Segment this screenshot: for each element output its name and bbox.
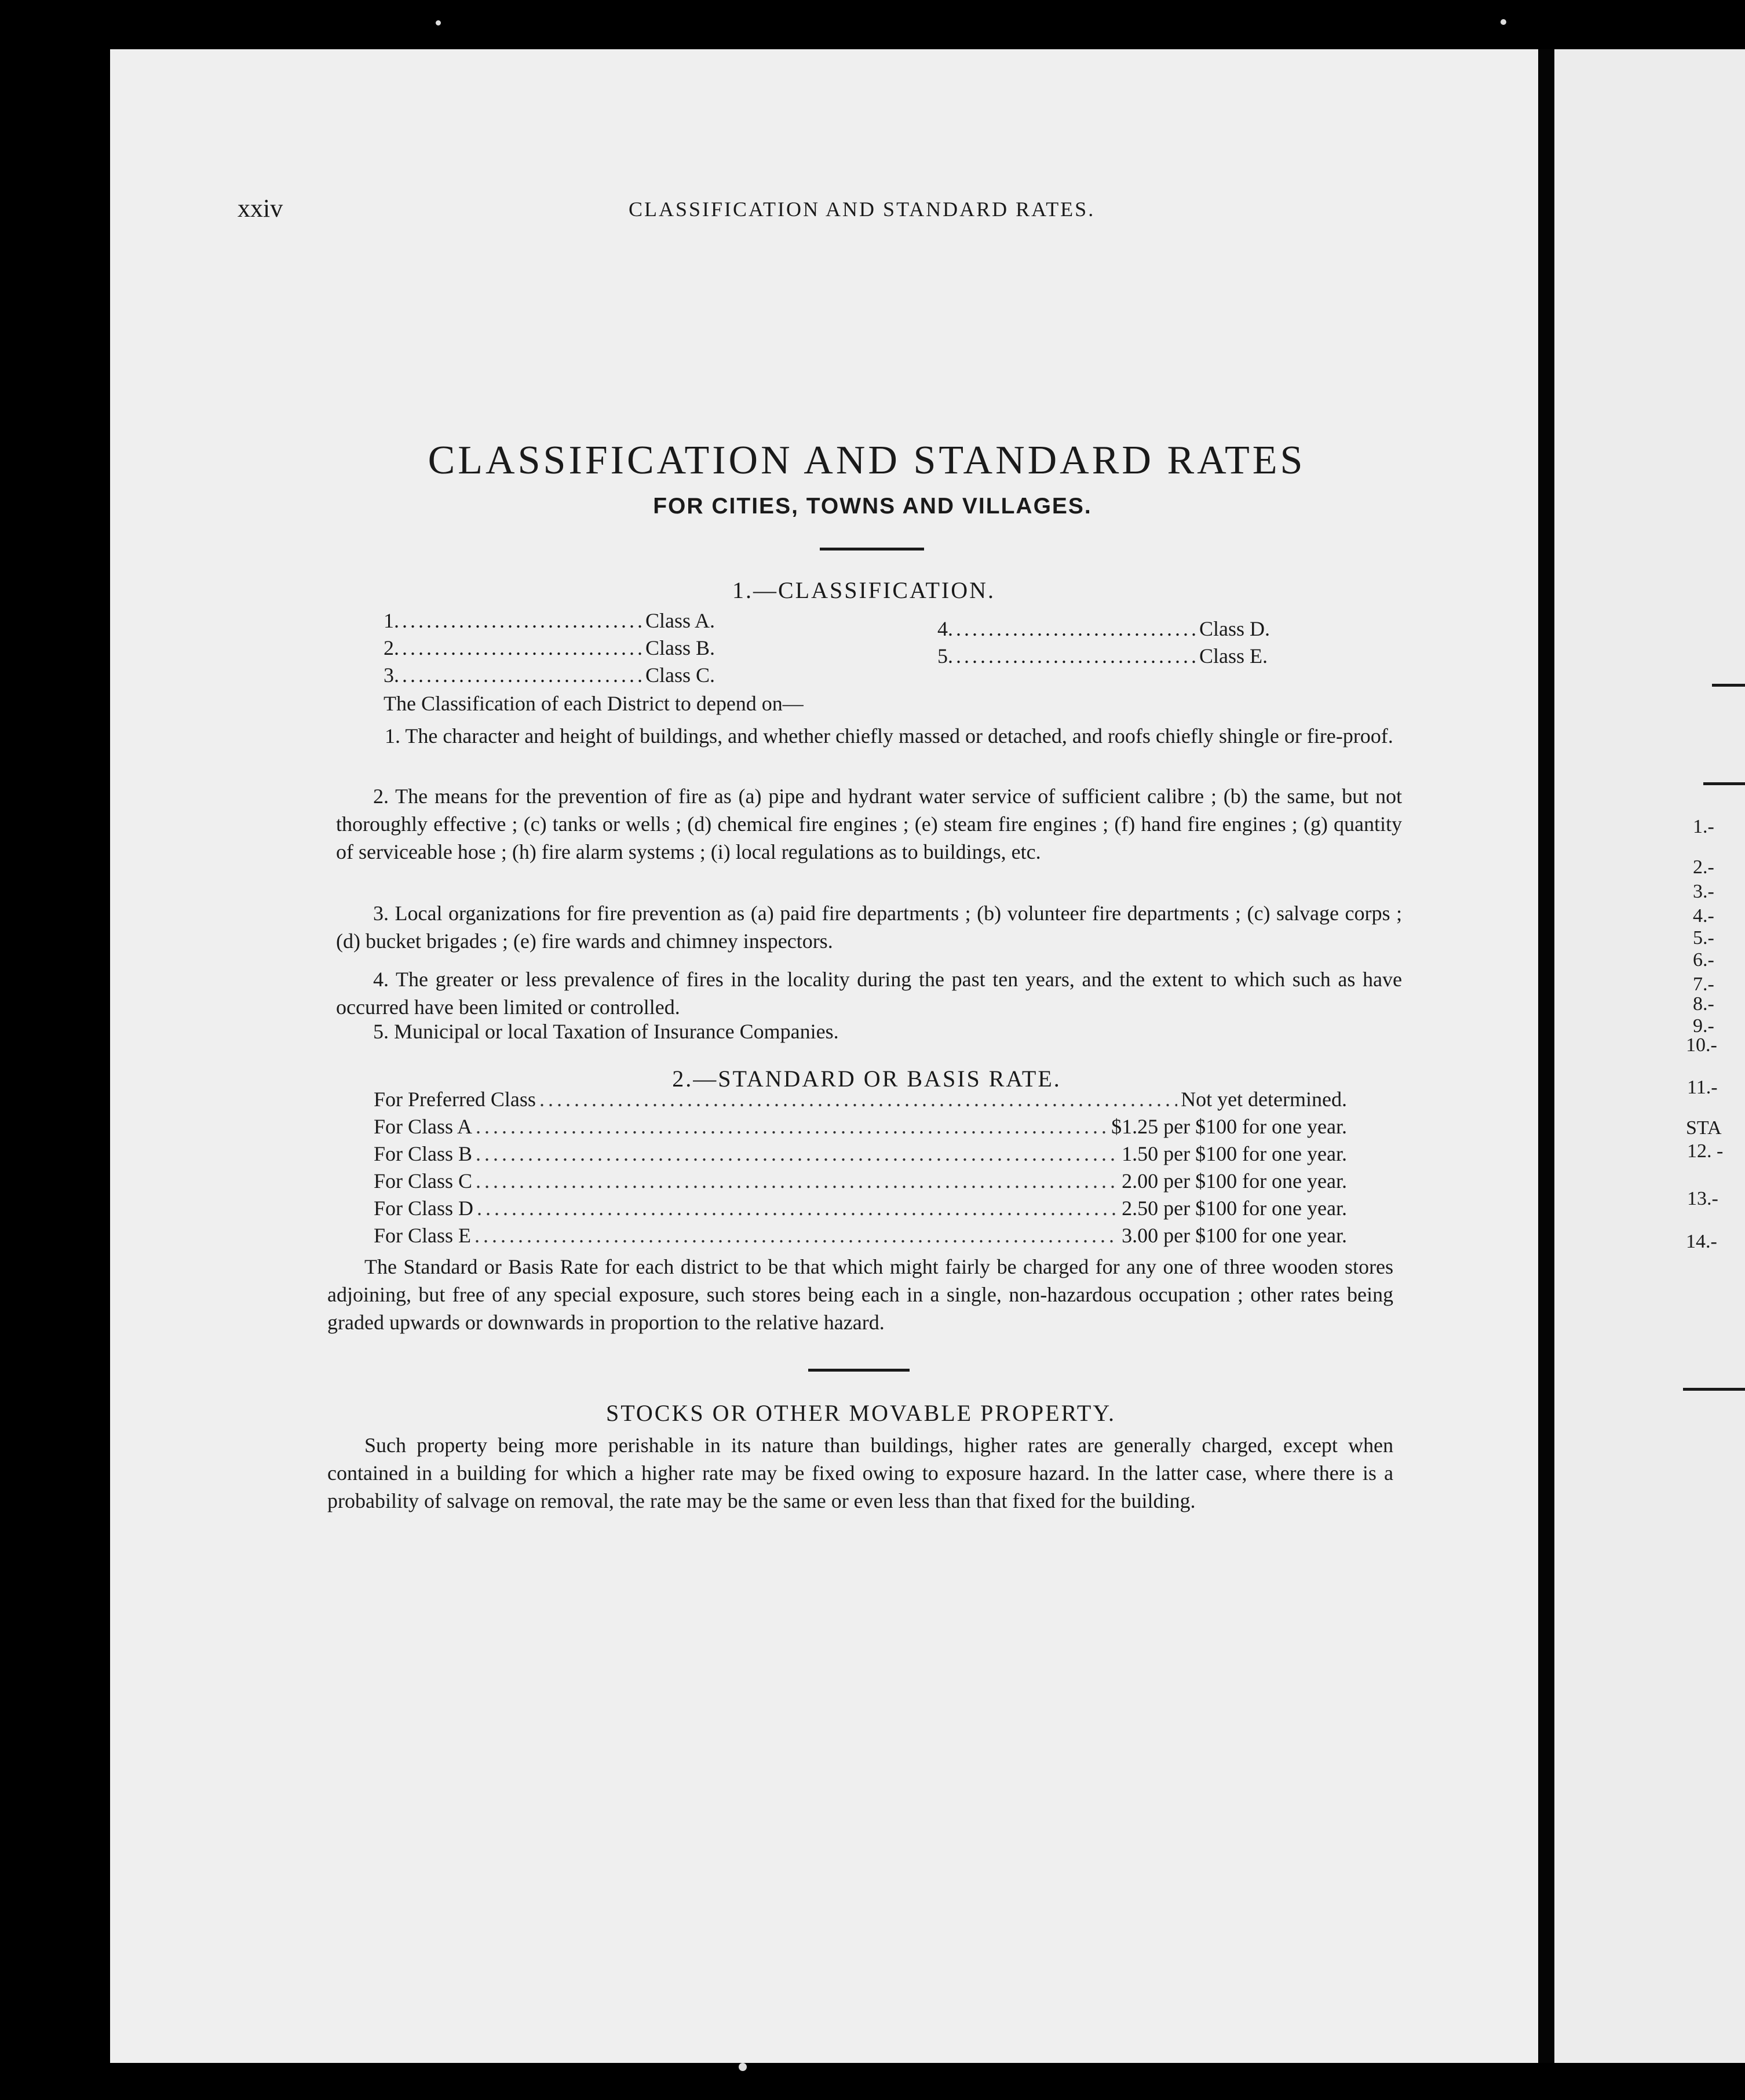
rate-label: For Class A xyxy=(374,1115,473,1138)
rate-value: 3.00 per $100 for one year. xyxy=(1122,1224,1347,1247)
right-page-rule-lower xyxy=(1683,1388,1745,1391)
page-subtitle: FOR CITIES, TOWNS AND VILLAGES. xyxy=(653,494,1092,519)
classification-item-2: 2. The means for the prevention of fire as (a) pipe and hydrant water service of sufficient calibre ; (b) the same, but not thoroughly effective ; (c) tanks or wells ; (d) chemical fire engines ; (e) steam fire engines ; (f) hand fire engines ; (g) quantity of serviceable hose ; (h) fire alarm systems ; (i) local regulations as to buildings, etc. xyxy=(336,785,1402,863)
classification-item-4: 4. The greater or less prevalence of fires in the locality during the past ten years, and the extent to which such as have occurred have been limited or controlled. xyxy=(336,968,1402,1019)
class-row-2: 2...............................Class B. xyxy=(384,636,715,659)
right-page-fragment: 7.- xyxy=(1693,974,1714,995)
class-label: Class C. xyxy=(645,663,715,687)
right-page-fragment: 6.- xyxy=(1693,949,1714,971)
classification-item-5: 5. Municipal or local Taxation of Insurance Companies. xyxy=(373,1020,839,1043)
class-label: Class E. xyxy=(1199,644,1268,668)
stocks-paragraph: Such property being more perishable in its nature than buildings, higher rates are generally charged, except when contained in a building for which a higher rate may be fixed owing to exposure hazard. In the latter case, where there is a probability of salvage on removal, the rate may be the same or even less than that fixed for the building. xyxy=(327,1434,1393,1512)
class-number: 2 xyxy=(384,636,394,659)
divider-rule-bottom xyxy=(808,1369,910,1372)
right-page-fragment: 11.- xyxy=(1687,1077,1718,1098)
book-gutter xyxy=(1538,49,1554,2063)
class-row-5: 5...............................Class E. xyxy=(937,644,1268,668)
section-stocks-heading: STOCKS OR OTHER MOVABLE PROPERTY. xyxy=(605,1400,1116,1426)
right-page-fragment: 10.- xyxy=(1686,1034,1717,1056)
page-title: CLASSIFICATION AND STANDARD RATES xyxy=(428,438,1306,483)
scan-speck xyxy=(739,2063,747,2071)
right-page-fragment: STA xyxy=(1686,1117,1722,1139)
running-header: CLASSIFICATION AND STANDARD RATES. xyxy=(629,198,1096,221)
rate-value: 2.00 per $100 for one year. xyxy=(1122,1169,1347,1193)
class-row-3: 3...............................Class C. xyxy=(384,663,715,687)
rate-value: 2.50 per $100 for one year. xyxy=(1122,1197,1347,1220)
rate-label: For Class D xyxy=(374,1197,474,1220)
section-classification-heading: 1.—CLASSIFICATION. xyxy=(732,577,996,603)
class-label: Class B. xyxy=(645,636,715,659)
divider-rule-top xyxy=(820,548,924,550)
right-page-fragment: 14.- xyxy=(1686,1231,1717,1252)
rate-row-class-d xyxy=(374,1196,1347,1220)
rate-row-class-b xyxy=(374,1142,1347,1166)
class-number: 3 xyxy=(384,663,394,687)
rate-label: For Class E xyxy=(374,1224,472,1247)
rate-label: For Class B xyxy=(374,1142,473,1165)
rate-label: For Class C xyxy=(374,1169,473,1193)
standard-rate-note: The Standard or Basis Rate for each district to be that which might fairly be charged for any one of three wooden stores adjoining, but free of any special exposure, such stores being each in a single, non-hazardous occupation ; other rates being graded upwards or downwards in proportion to the relative hazard. xyxy=(327,1255,1393,1334)
class-number: 1 xyxy=(384,609,394,632)
rate-value: Not yet determined. xyxy=(1181,1088,1347,1111)
section-standard-rate-heading: 2.—STANDARD OR BASIS RATE. xyxy=(672,1066,1061,1092)
class-label: Class A. xyxy=(645,609,715,632)
rate-row-class-c xyxy=(374,1169,1347,1193)
class-label: Class D. xyxy=(1199,617,1271,640)
scan-speck xyxy=(1501,19,1506,25)
right-page-fragment: 5.- xyxy=(1693,927,1714,949)
page-number: xxiv xyxy=(238,194,283,223)
class-number: 4 xyxy=(937,617,948,640)
right-page-fragment: 13.- xyxy=(1687,1188,1718,1209)
right-page-fragment: 8.- xyxy=(1693,993,1714,1015)
rate-row-preferred xyxy=(374,1087,1347,1111)
right-page-fragment: 3.- xyxy=(1693,881,1714,902)
right-page-rule-upper xyxy=(1712,684,1745,687)
classification-item-3: 3. Local organizations for fire prevention as (a) paid fire departments ; (b) volunteer fire departments ; (c) salvage corps ; (d) bucket brigades ; (e) fire wards and chimney inspectors. xyxy=(336,902,1402,953)
left-page xyxy=(110,49,1538,2063)
right-page-fragment: 4.- xyxy=(1693,905,1714,927)
rate-row-class-a xyxy=(374,1114,1347,1139)
right-page-fragment: 9.- xyxy=(1693,1015,1714,1037)
classification-item-1: 1. The character and height of buildings, and whether chiefly massed or detached, and roofs chiefly shingle or fire-proof. xyxy=(385,724,1393,748)
class-row-4: 4...............................Class D. xyxy=(937,617,1271,640)
scan-speck xyxy=(436,20,441,25)
right-page-fragment: 1.- xyxy=(1693,816,1714,837)
class-row-1: 1...............................Class A. xyxy=(384,609,715,632)
rate-value: 1.50 per $100 for one year. xyxy=(1122,1142,1347,1165)
right-page-fragment: 2.- xyxy=(1693,856,1714,878)
rate-label: For Preferred Class xyxy=(374,1088,536,1111)
classification-intro: The Classification of each District to depend on— xyxy=(384,692,804,715)
rate-value: $1.25 per $100 for one year. xyxy=(1111,1115,1347,1138)
class-number: 5 xyxy=(937,644,948,668)
right-page-fragment: 12. - xyxy=(1687,1140,1724,1162)
rate-row-class-e xyxy=(374,1223,1347,1248)
right-page-rule-mid xyxy=(1703,782,1745,785)
